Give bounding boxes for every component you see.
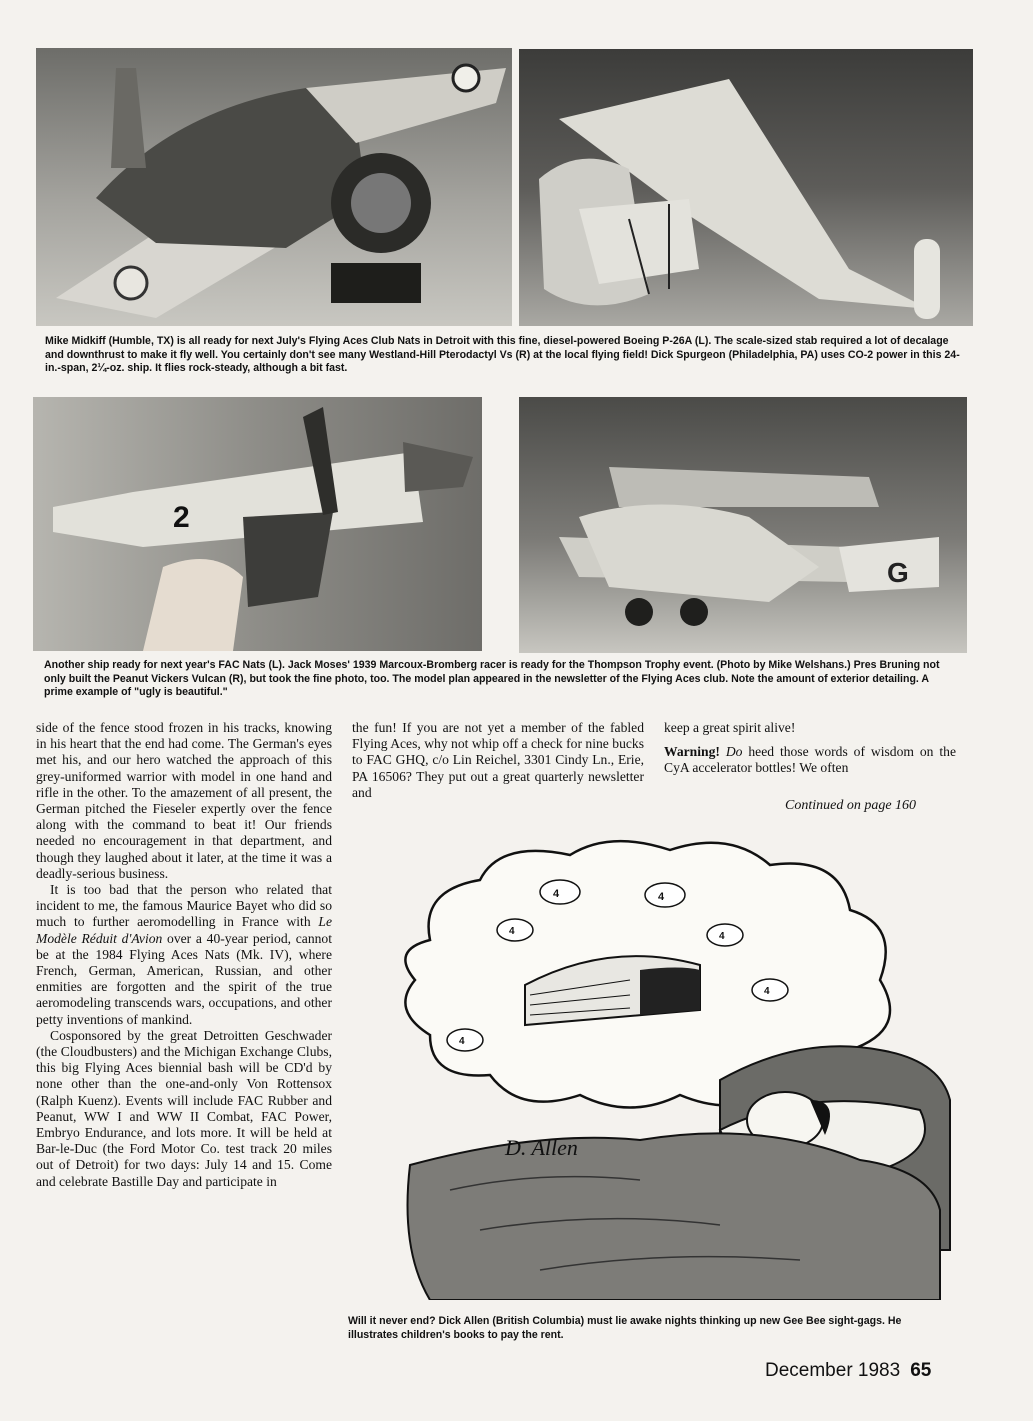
page-number: 65 — [910, 1360, 932, 1381]
photo-caption-middle: Another ship ready for next year's FAC Nats (L). Jack Moses' 1939 Marcoux-Bromberg racer is ready for the Thompson Trophy event. (Photo by Mike Welshans.) Pres Bruning not only built the Peanut Vickers Vulcan (R), but took the fine photo, too. The model plan appeared in the newsletter of the Flying Aces club. Note the amount of exterior detailing. A prime example of "ugly is beautiful." — [44, 659, 940, 698]
issue-date: December 1983 — [765, 1360, 901, 1381]
article-column-3 — [664, 720, 956, 777]
svg-text:4: 4 — [509, 926, 515, 937]
svg-text:4: 4 — [658, 891, 665, 903]
article-paragraph: Warning! Do heed those words of wisdom on the CyA accelerator bottles! We often — [664, 744, 956, 776]
cartoon-illustration — [340, 830, 970, 1300]
svg-text:4: 4 — [764, 986, 770, 997]
artist-signature: D. Allen — [505, 1135, 578, 1160]
photo-boeing-p26a — [36, 48, 512, 326]
article-paragraph: It is too bad that the person who related that incident to me, the famous Maurice Bayet who did so much to further aeromodelling in France with Le Modèle Réduit d'Avion over a 40-year period, cannot be at the 1984 Flying Aces Nats (Mk. IV), where French, German, American, Russian, and other enmities are forgotten and the spirit of the true aeromodeling transcends wars, occupations, and other petty inventions of mankind. — [36, 882, 332, 1027]
svg-text:4: 4 — [719, 931, 725, 942]
photo-vickers-vulcan — [519, 397, 967, 653]
svg-text:4: 4 — [459, 1036, 465, 1047]
gee-bee-plane — [447, 1029, 483, 1051]
svg-text:G: G — [887, 557, 909, 588]
article-paragraph: keep a great spirit alive! — [664, 720, 796, 735]
gee-bee-plane — [752, 979, 788, 1001]
cartoon-caption: Will it never end? Dick Allen (British Columbia) must lie awake nights thinking up new Gee Bee sight-gags. He illustrates children's books to pay the rent. — [348, 1315, 902, 1341]
article-paragraph: Cosponsored by the great Detroitten Geschwader (the Cloudbusters) and the Michigan Exchange Clubs, this big Flying Aces biennial bash will be CD'd by none other than the one-and-only Von Rottensox (Ralph Kuenz). Events will include FAC Rubber and Peanut, WW I and WW II Combat, FAC Power, Embryo Endurance, and lots more. It will be held at Bar-le-Duc (the Ford Motor Co. test track 20 miles out of Detroit) for two days: July 14 and 15. Come and celebrate Bastille Day and participate in — [36, 1027, 332, 1189]
article-paragraph: the fun! If you are not yet a member of the fabled Flying Aces, why not whip off a check for nine bucks to FAC GHQ, c/o Lin Reichel, 3301 Cindy Ln., Erie, PA 16506? They put out a great quarterly newsletter and — [352, 720, 644, 800]
gee-bee-plane — [645, 883, 685, 907]
photo-marcoux-bromberg-racer — [33, 397, 482, 651]
article-column-2 — [352, 720, 644, 801]
article-paragraph: side of the fence stood frozen in his tracks, knowing in his heart that the end had come. The German's eyes met his, and our hero watched the approach of this grey-uniformed warrior with model in one hand and rifle in the other. To the amazement of all present, the German pitched the Fieseler expertly over the fence along with the command to beat it! Our friends needed no encouragement in that department, and though they laughed about it later, at the time it was a deadly-serious business. — [36, 720, 332, 881]
page-footer — [765, 1360, 931, 1382]
svg-text:2: 2 — [173, 501, 190, 534]
gee-bee-plane — [497, 919, 533, 941]
gee-bee-plane — [707, 924, 743, 946]
photo-pterodactyl — [519, 49, 973, 326]
photo-caption-top: Mike Midkiff (Humble, TX) is all ready for next July's Flying Aces Club Nats in Detroit with this fine, diesel-powered Boeing P-26A (L). The scale-sized stab required a lot of decalage and downthrust to make it fly well. You certainly don't see many Westland-Hill Pterodactyl Vs (R) at the local flying field! Dick Spurgeon (Philadelphia, PA) uses CO-2 power in this 24-in.-span, 2¼-oz. ship. It flies rock-steady, although a bit fast. — [45, 335, 960, 374]
continued-notice: Continued on page 160 — [785, 798, 917, 813]
svg-text:4: 4 — [553, 888, 560, 900]
gee-bee-plane — [540, 880, 580, 904]
article-column-1 — [36, 720, 332, 1190]
